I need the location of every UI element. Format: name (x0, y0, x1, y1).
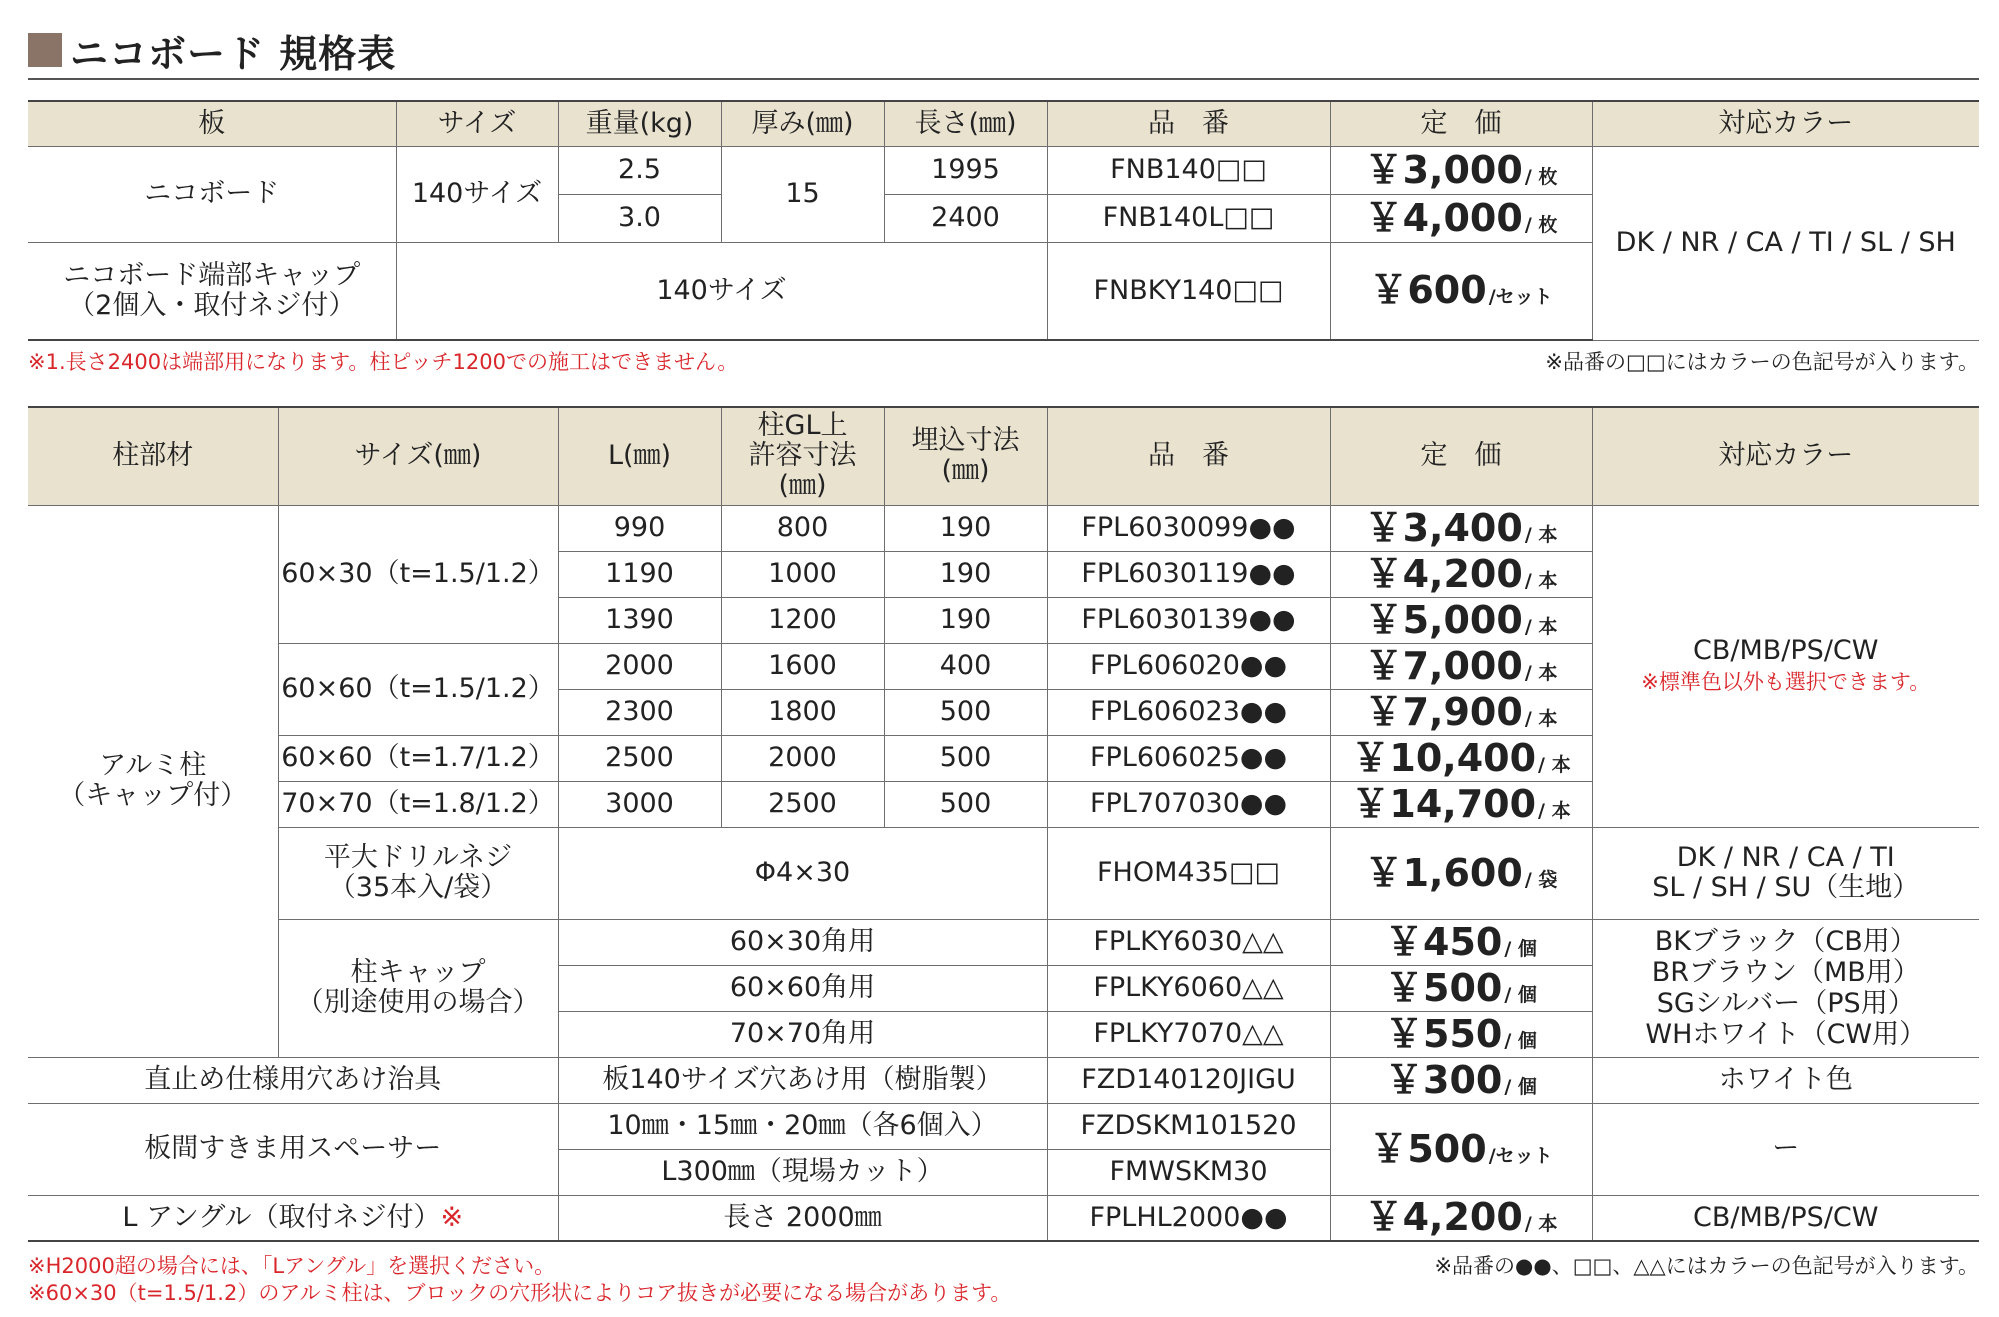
jig-name: 直止め仕様用穴あけ治具 (28, 1057, 558, 1103)
price-value: ￥4,200 (1364, 551, 1523, 596)
price-unit: / 本 (1524, 569, 1558, 592)
group-line: （キャップ付） (58, 780, 248, 811)
table-row (28, 505, 1979, 551)
allowable-cell: 2500 (721, 781, 884, 827)
cap-spec: 60×60角用 (558, 965, 1047, 1011)
price-value: ￥10,400 (1351, 735, 1537, 780)
price-value: ￥7,900 (1364, 689, 1523, 734)
code-cell: FNB140L□□ (1047, 194, 1330, 242)
price-unit: / 本 (1524, 707, 1558, 730)
price-unit: /セット (1488, 286, 1553, 309)
drill-screw-spec: Φ4×30 (558, 827, 1047, 919)
price-unit: / 本 (1524, 1213, 1558, 1236)
code-cell: FPL606020●● (1047, 643, 1330, 689)
price-unit: / 個 (1504, 983, 1537, 1006)
code-cell: FPLHL2000●● (1047, 1195, 1330, 1241)
price-value: ￥500 (1369, 1126, 1487, 1171)
code-cell: FPL6030119●● (1047, 551, 1330, 597)
name-line: ニコボード端部キャップ (63, 259, 361, 291)
allowable-cell: 1000 (721, 551, 884, 597)
header-line: 柱GL上 (757, 409, 848, 441)
embed-cell: 190 (884, 551, 1047, 597)
price-cell (1330, 1103, 1592, 1195)
header-line: 埋込寸法 (911, 425, 1020, 457)
header-size: サイズ(㎜) (278, 407, 558, 505)
allowable-cell: 800 (721, 505, 884, 551)
header-price: 定 価 (1330, 101, 1592, 146)
group-aluminum-post (28, 505, 278, 1057)
allowable-cell: 1800 (721, 689, 884, 735)
table1-note-left: ※1.長さ2400は端部用になります。柱ピッチ1200での施工はできません。 (28, 350, 739, 374)
code-cell: FPLKY6060△△ (1047, 965, 1330, 1011)
price-cell (1330, 505, 1592, 551)
price-unit: / 本 (1524, 615, 1558, 638)
angle-name-text: L アングル（取付ネジ付） (122, 1201, 441, 1233)
header-line: (㎜) (941, 455, 990, 487)
colors-cell: CB/MB/PS/CW (1592, 1195, 1979, 1241)
price-cell (1330, 1057, 1592, 1103)
colors-note: ※標準色以外も選択できます。 (1641, 670, 1931, 694)
name-line: （2個入・取付ネジ付） (68, 289, 356, 321)
title-text: ニコボード 規格表 (70, 31, 397, 76)
code-cell: FHOM435□□ (1047, 827, 1330, 919)
price-cell (1330, 1011, 1592, 1057)
header-weight: 重量(kg) (558, 101, 721, 146)
angle-spec: 長さ 2000㎜ (558, 1195, 1047, 1241)
header-length: L(㎜) (558, 407, 721, 505)
price-value: ￥600 (1369, 268, 1487, 313)
price-unit: / 本 (1538, 753, 1571, 776)
length-cell: 1190 (558, 551, 721, 597)
colors-line: WHホワイト（CW用） (1645, 1019, 1927, 1051)
header-price: 定 価 (1330, 407, 1592, 505)
spacer-name: 板間すきま用スペーサー (28, 1103, 558, 1195)
length-cell: 3000 (558, 781, 721, 827)
allowable-cell: 1200 (721, 597, 884, 643)
colors-line: SL / SH / SU（生地） (1652, 872, 1920, 903)
code-cell: FNBKY140□□ (1047, 242, 1330, 340)
length-cell: 2400 (884, 194, 1047, 242)
code-cell: FPL606023●● (1047, 689, 1330, 735)
spacer-spec: L300㎜（現場カット） (558, 1149, 1047, 1195)
price-cell (1330, 965, 1592, 1011)
code-cell: FPLKY7070△△ (1047, 1011, 1330, 1057)
code-cell: FMWSKM30 (1047, 1149, 1330, 1195)
length-cell: 990 (558, 505, 721, 551)
embed-cell: 500 (884, 689, 1047, 735)
length-cell: 1390 (558, 597, 721, 643)
price-cell (1330, 242, 1592, 340)
length-cell: 1995 (884, 146, 1047, 194)
cap-colors-cell (1592, 919, 1979, 1057)
header-code: 品 番 (1047, 101, 1330, 146)
colors-cell: DK / NR / CA / TI / SL / SH (1592, 146, 1979, 340)
weight-cell: 2.5 (558, 146, 721, 194)
colors-text: CB/MB/PS/CW (1693, 634, 1879, 666)
header-post: 柱部材 (28, 407, 278, 505)
price-cell (1330, 689, 1592, 735)
colors-cell (1592, 505, 1979, 827)
colors-cell: ホワイト色 (1592, 1057, 1979, 1103)
table-row (28, 1103, 1979, 1149)
price-unit: / 本 (1524, 523, 1558, 546)
price-unit: / 本 (1524, 661, 1558, 684)
price-value: ￥3,000 (1364, 147, 1523, 192)
post-header-row (28, 407, 1979, 505)
code-cell: FZDSKM101520 (1047, 1103, 1330, 1149)
table2-note-right: ※品番の●●、□□、△△にはカラーの色記号が入ります。 (1434, 1254, 1979, 1278)
cap-spec: 70×70角用 (558, 1011, 1047, 1057)
colors-cell: ー (1592, 1103, 1979, 1195)
note-line: ※H2000超の場合には、「Lアングル」を選択ください。 (28, 1254, 556, 1278)
length-cell: 2000 (558, 643, 721, 689)
header-line: 許容寸法 (748, 440, 857, 472)
price-value: ￥1,600 (1364, 850, 1523, 895)
embed-cell: 500 (884, 781, 1047, 827)
title-square-icon (28, 33, 62, 67)
embed-cell: 400 (884, 643, 1047, 689)
colors-line: DK / NR / CA / TI (1676, 841, 1895, 873)
table-row (28, 1057, 1979, 1103)
table-row (28, 146, 1979, 194)
note-line: ※60×30（t=1.5/1.2）のアルミ柱は、ブロックの穴形状によりコア抜きが必要になる場合があります。 (28, 1281, 1012, 1306)
name-line: 柱キャップ (350, 956, 486, 988)
table2-notes-left (28, 1253, 1011, 1308)
angle-note-mark: ※ (440, 1201, 464, 1233)
price-cell (1330, 146, 1592, 194)
length-cell: 2500 (558, 735, 721, 781)
code-cell: FPL707030●● (1047, 781, 1330, 827)
price-unit: / 個 (1504, 1029, 1537, 1052)
table1-note-right: ※品番の□□にはカラーの色記号が入ります。 (1545, 350, 1979, 374)
price-value: ￥3,400 (1364, 505, 1523, 550)
price-value: ￥7,000 (1364, 643, 1523, 688)
price-cell (1330, 194, 1592, 242)
product-size: 140サイズ (396, 146, 558, 242)
colors-line: BRブラウン（MB用） (1651, 956, 1920, 988)
embed-cell: 190 (884, 505, 1047, 551)
price-unit: / 袋 (1524, 868, 1558, 891)
price-cell (1330, 919, 1592, 965)
header-line: (㎜) (778, 470, 827, 502)
name-line: 平大ドリルネジ (323, 841, 513, 873)
table-row (28, 1195, 1979, 1241)
code-cell: FNB140□□ (1047, 146, 1330, 194)
price-unit: / 個 (1504, 1075, 1537, 1098)
price-value: ￥450 (1385, 919, 1503, 964)
header-size: サイズ (396, 101, 558, 146)
header-code: 品 番 (1047, 407, 1330, 505)
spacer-spec: 10㎜・15㎜・20㎜（各6個入） (558, 1103, 1047, 1149)
name-line: （別途使用の場合） (296, 987, 540, 1018)
code-cell: FPL6030099●● (1047, 505, 1330, 551)
drill-screw-name (278, 827, 558, 919)
post-cap-name (278, 919, 558, 1057)
price-cell (1330, 827, 1592, 919)
price-cell (1330, 597, 1592, 643)
weight-cell: 3.0 (558, 194, 721, 242)
header-colors: 対応カラー (1592, 407, 1979, 505)
price-unit: / 枚 (1524, 213, 1558, 236)
jig-spec: 板140サイズ穴あけ用（樹脂製） (558, 1057, 1047, 1103)
code-cell: FPL6030139●● (1047, 597, 1330, 643)
embed-cell: 500 (884, 735, 1047, 781)
colors-line: BKブラック（CB用） (1654, 925, 1917, 957)
colors-line: SGシルバー（PS用） (1656, 988, 1915, 1019)
size-cell: 60×60（t=1.5/1.2） (278, 643, 558, 735)
header-colors: 対応カラー (1592, 101, 1979, 146)
board-spec-table (28, 100, 1979, 341)
price-value: ￥500 (1385, 965, 1503, 1010)
price-cell (1330, 1195, 1592, 1241)
header-board: 板 (28, 101, 396, 146)
code-cell: FPL606025●● (1047, 735, 1330, 781)
post-spec-table (28, 406, 1979, 1242)
table-row (28, 827, 1979, 919)
title-rule (28, 78, 1979, 80)
price-value: ￥4,000 (1364, 195, 1523, 240)
price-unit: / 個 (1504, 937, 1537, 960)
header-length: 長さ(㎜) (884, 101, 1047, 146)
price-value: ￥550 (1385, 1011, 1503, 1056)
price-unit: / 枚 (1524, 165, 1558, 188)
product-name: ニコボード (28, 146, 396, 242)
size-cell: 60×30（t=1.5/1.2） (278, 505, 558, 643)
table-row (28, 919, 1979, 965)
header-thickness: 厚み(㎜) (721, 101, 884, 146)
thickness-cell: 15 (721, 146, 884, 242)
price-unit: / 本 (1538, 799, 1571, 822)
price-cell (1330, 781, 1592, 827)
code-cell: FPLKY6030△△ (1047, 919, 1330, 965)
code-cell: FZD140120JIGU (1047, 1057, 1330, 1103)
header-embed (884, 407, 1047, 505)
price-value: ￥5,000 (1364, 597, 1523, 642)
price-value: ￥14,700 (1351, 781, 1537, 826)
page-title (28, 28, 397, 76)
name-line: （35本入/袋） (328, 872, 508, 903)
group-line: アルミ柱 (99, 749, 207, 781)
allowable-cell: 1600 (721, 643, 884, 689)
product-name (28, 242, 396, 340)
price-value: ￥4,200 (1364, 1195, 1523, 1240)
product-size: 140サイズ (396, 242, 1047, 340)
length-cell: 2300 (558, 689, 721, 735)
header-allowable (721, 407, 884, 505)
embed-cell: 190 (884, 597, 1047, 643)
size-cell: 70×70（t=1.8/1.2） (278, 781, 558, 827)
price-unit: /セット (1488, 1144, 1553, 1167)
price-value: ￥300 (1385, 1057, 1503, 1102)
price-cell (1330, 551, 1592, 597)
price-cell (1330, 643, 1592, 689)
size-cell: 60×60（t=1.7/1.2） (278, 735, 558, 781)
price-cell (1330, 735, 1592, 781)
colors-cell (1592, 827, 1979, 919)
board-header-row (28, 101, 1979, 146)
allowable-cell: 2000 (721, 735, 884, 781)
cap-spec: 60×30角用 (558, 919, 1047, 965)
angle-name (28, 1195, 558, 1241)
